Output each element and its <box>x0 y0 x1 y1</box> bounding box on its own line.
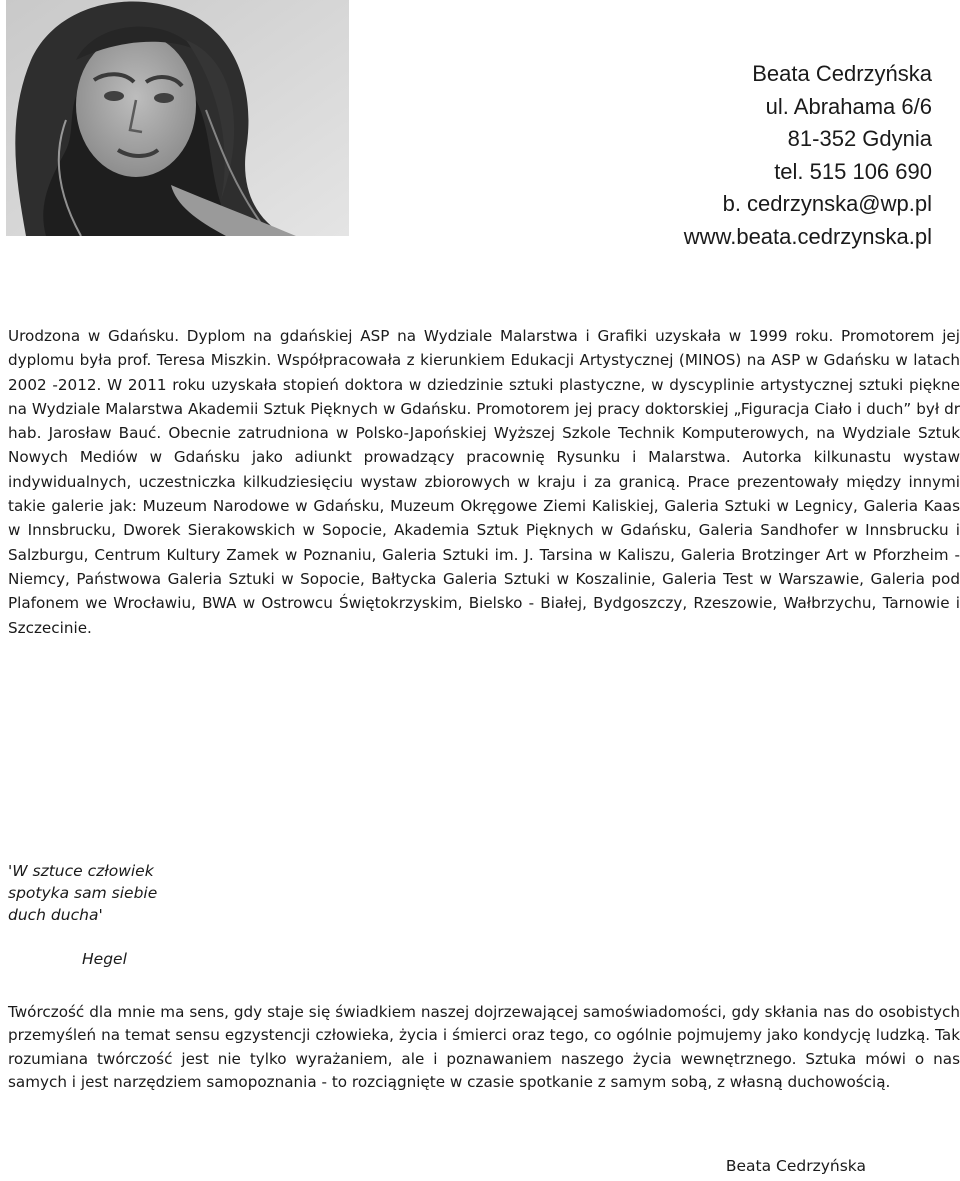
quote-author: Hegel <box>82 950 127 968</box>
contact-city: 81-352 Gdynia <box>787 126 932 151</box>
quote-line: spotyka sam siebie <box>8 884 158 902</box>
contact-block <box>572 58 932 253</box>
portrait-photo-icon <box>6 0 349 236</box>
quote-line: 'W sztuce człowiek <box>8 862 154 880</box>
quote-line: duch ducha' <box>8 906 103 924</box>
contact-name: Beata Cedrzyńska <box>752 61 932 86</box>
quote-block <box>8 860 308 926</box>
contact-phone: tel. 515 106 690 <box>774 158 932 184</box>
contact-email: b. cedrzynska@wp.pl <box>722 191 932 216</box>
portrait-photo <box>6 0 349 236</box>
signature: Beata Cedrzyńska <box>725 1157 866 1175</box>
contact-street: ul. Abrahama 6/6 <box>765 93 932 119</box>
contact-website: www.beata.cedrzynska.pl <box>683 223 932 249</box>
biography-paragraph: Urodzona w Gdańsku. Dyplom na gdańskiej ASP na Wydziale Malarstwa i Grafiki uzyskała w 1999 roku. Promotorem jej dyplomu była prof. Teresa Miszkin. Współpracowała z kierunkiem Edukacji Artystycznej (MINOS) na ASP w Gdańsku w latach 2002 -2012. W 2011 roku uzyskała stopień doktora w dziedzinie sztuki plastyczne, w dyscyplinie artystycznej sztuki piękne na Wydziale Malarstwa Akademii Sztuk Pięknych w Gdańsku. Promotorem jej pracy doktorskiej „Figuracja Ciało i duch” był dr hab. Jarosław Bauć. Obecnie zatrudniona w Polsko-Japońskiej Wyższej Szkole Technik Komputerowych, na Wydziale Sztuk Nowych Mediów w Gdańsku jako adiunkt prowadzący pracownię Rysunku i Malarstwa. Autorka kilkunastu wystaw indywidualnych, uczestniczka kilkudziesięciu wystaw zbiorowych w kraju i za granicą. Prace prezentowały między innymi takie galerie jak: Muzeum Narodowe w Gdańsku, Muzeum Okręgowe Ziemi Kaliskiej, Galeria Sztuki w Legnicy, Galeria Kaas w Innsbrucku, Dworek Sierakowskich w Sopocie, Akademia Sztuk Pięknych w Gdańsku, Galeria Sandhofer w Innsbrucku i Salzburgu, Centrum Kultury Zamek w Poznaniu, Galeria Sztuki im. J. Tarsina w Kaliszu, Galeria Brotzinger Art w Pforzheim - Niemcy, Państwowa Galeria Sztuki w Sopocie, Bałtycka Galeria Sztuki w Koszalinie, Galeria Test w Warszawie, Galeria pod Plafonem we Wrocławiu, BWA w Ostrowcu Świętokrzyskim, Bielsko - Białej, Bydgoszczy, Rzeszowie, Wałbrzychu, Tarnowie i Szczecinie. <box>8 327 960 637</box>
artist-statement: Twórczość dla mnie ma sens, gdy staje się świadkiem naszej dojrzewającej samoświadomości, gdy skłania nas do osobistych przemyśleń na temat sensu egzystencji człowieka, życia i śmierci oraz tego, co ogólnie pojmujemy jako kondycję ludzką. Tak rozumiana twórczość jest nie tylko wyrażaniem, ale i poznawaniem naszego życia wewnętrznego. Sztuka mówi o nas samych i jest narzędziem samopoznania - to rozciągnięte w czasie spotkanie z samym sobą, z własną duchowością. <box>8 1003 960 1091</box>
